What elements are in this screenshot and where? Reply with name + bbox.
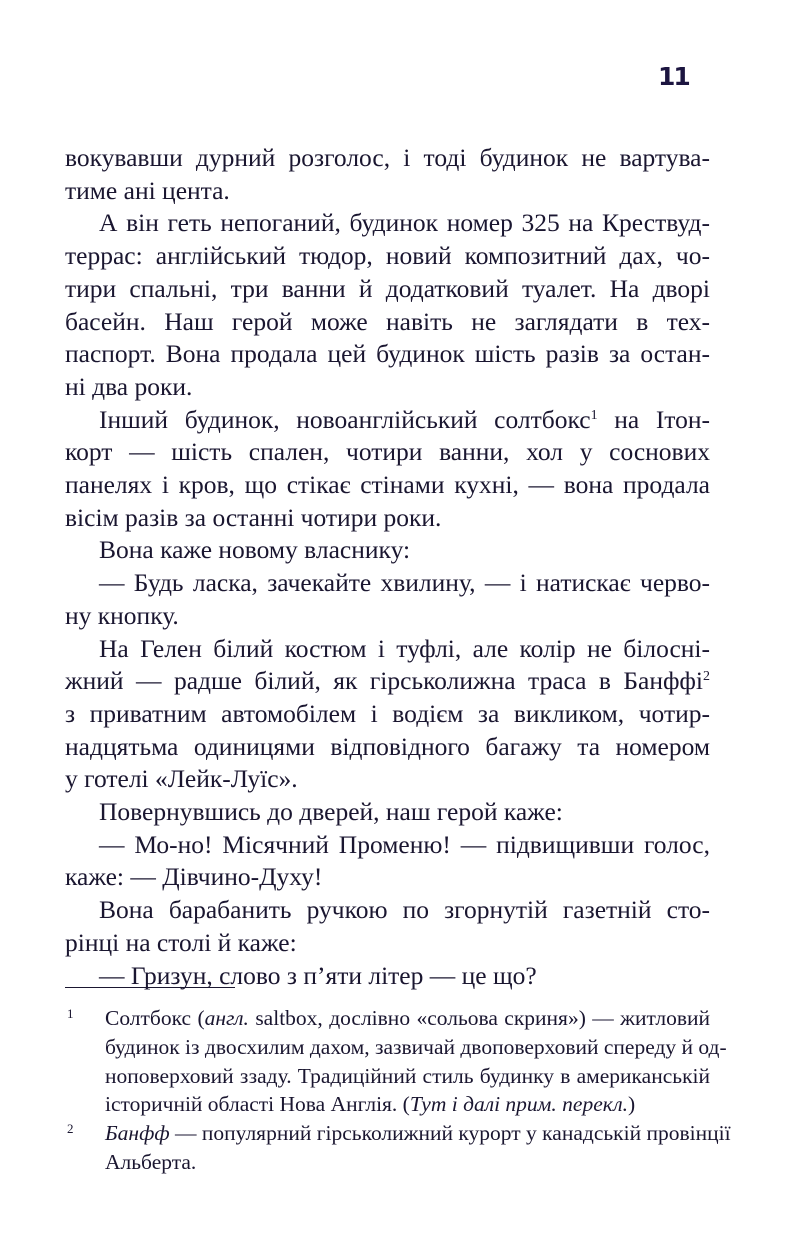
text-line: ні два роки. — [65, 371, 193, 401]
italic-fragment: Тут і далі прим. перекл. — [409, 1092, 628, 1117]
text-line: — Мо-но! Місячний Променю! — підвищивши голос, — [99, 829, 710, 859]
footnote-line: Альберта. — [105, 1149, 197, 1174]
text-line: корт — шість спален, чотири ванни, хол у соснових — [65, 437, 710, 467]
text-line: тиме ані цента. — [65, 175, 230, 205]
text-line: — Гризун, слово з п’яти літер — це що? — [99, 960, 537, 990]
footnote-line — [105, 1004, 710, 1033]
text-line: панелях і кров, що стікає стінами кухні, — вона продала — [65, 470, 710, 500]
main-text — [65, 142, 710, 992]
footnote-line: будинок із двосхилим дахом, зазвичай двоповерховий спереду й од- — [105, 1034, 727, 1059]
text-fragment: історичній області Нова Англія. ( — [105, 1092, 410, 1117]
text-line: А він геть непоганий, будинок номер 325 на Крествуд- — [99, 208, 710, 238]
text-line: з приватним автомобілем і водієм за викликом, чотир- — [65, 698, 710, 728]
text-line: — Будь ласка, зачекайте хвилину, — і натискає черво- — [99, 568, 710, 598]
footnote-ref-1[interactable]: 1 — [590, 407, 598, 423]
text-line: Вона каже новому власнику: — [99, 535, 411, 565]
text-line: тири спальні, три ванни й додатковий туалет. На дворі — [65, 273, 710, 303]
text-line: каже: — Дівчино-Духу! — [65, 862, 323, 892]
text-line: Повернувшись до дверей, наш герой каже: — [99, 797, 563, 827]
text-line: надцятьма одиницями відповідного багажу та номером — [65, 731, 710, 761]
text-fragment: на Ітон- — [597, 404, 711, 434]
footnote-ref-2[interactable]: 2 — [703, 669, 710, 685]
footnote-marker: 2 — [67, 1121, 74, 1137]
text-fragment: saltbox, дослівно «сольова скриня») — житловий — [248, 1006, 711, 1030]
text-line: вокувавши дурний розголос, і тоді будинок не вартува- — [65, 143, 710, 172]
footnote-separator — [65, 987, 235, 988]
text-line: у готелі «Лейк-Луїс». — [65, 764, 298, 794]
footnote-1 — [65, 1004, 727, 1119]
text-line: вісім разів за останні чотири роки. — [65, 502, 442, 532]
footnote-2 — [65, 1119, 731, 1177]
text-line: рінці на столі й каже: — [65, 927, 297, 957]
footnotes — [65, 1004, 731, 1177]
footnote-marker: 1 — [67, 1006, 74, 1021]
italic-fragment: Банфф — [105, 1121, 170, 1146]
text-line: паспорт. Вона продала цей будинок шість разів за остан- — [65, 339, 710, 369]
text-line: Вона барабанить ручкою по згорнутій газетній сто- — [99, 895, 710, 925]
text-line: басейн. Наш герой може навіть не заглядати в тех- — [65, 306, 710, 336]
text-fragment: Інший будинок, новоанглійський солтбокс — [99, 404, 591, 434]
page-number: 11 — [658, 62, 689, 91]
text-line: террас: англійський тюдор, новий композитний дах, чо- — [65, 241, 710, 271]
text-line-with-footnote-ref — [65, 665, 710, 698]
footnote-line — [105, 1119, 731, 1148]
footnote-line: ноповерховий ззаду. Традиційний стиль будинку в американській — [105, 1063, 710, 1088]
text-line: ну кнопку. — [65, 600, 179, 630]
text-fragment: Солтбокс ( — [105, 1006, 205, 1030]
italic-fragment: англ. — [204, 1006, 249, 1030]
text-line-with-footnote-ref — [65, 404, 710, 437]
footnote-line — [105, 1090, 710, 1119]
text-fragment: ) — [627, 1092, 636, 1117]
text-line: На Гелен білий костюм і туфлі, але колір не білосні- — [99, 633, 710, 663]
text-fragment: — популярний гірськолижний курорт у канадській провінції — [169, 1121, 731, 1146]
text-fragment: жний — радше білий, як гірськолижна траса в Банффі — [65, 666, 703, 696]
